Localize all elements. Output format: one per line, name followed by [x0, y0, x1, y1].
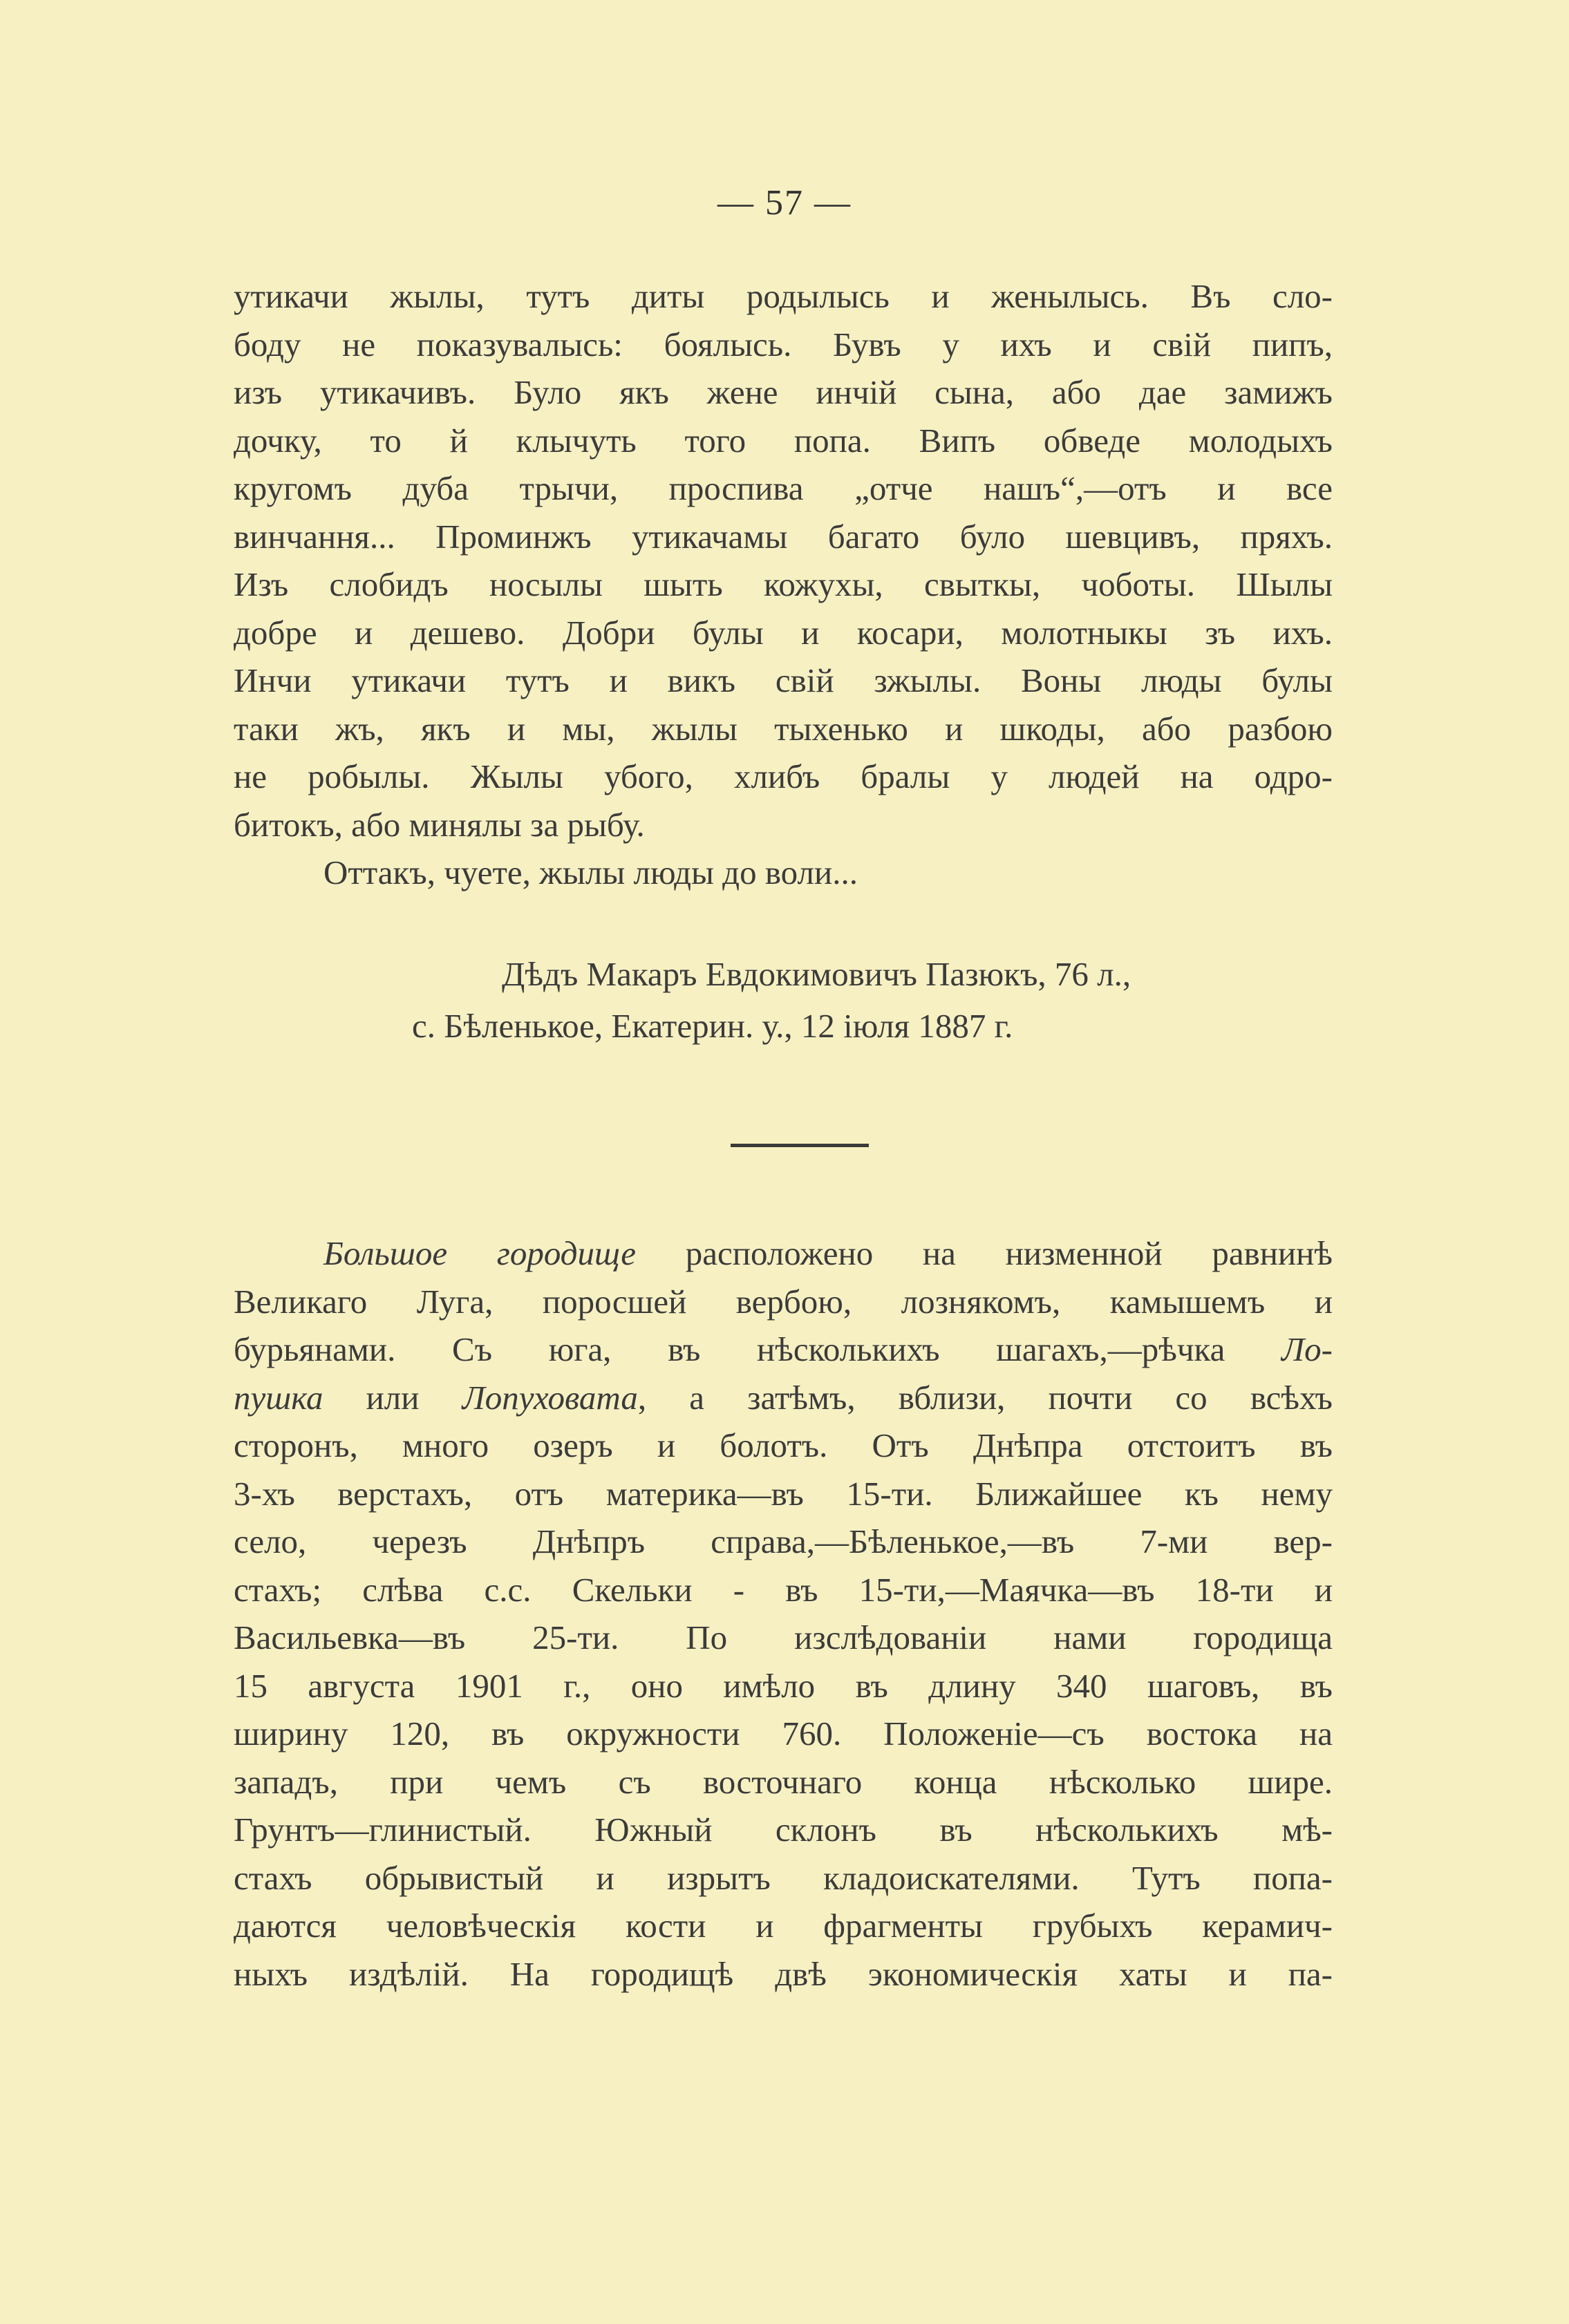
text-run: или	[323, 1378, 462, 1417]
text-run: бурьянами. Съ юга, въ нѣсколькихъ шагахъ,—рѣчка	[234, 1330, 1281, 1368]
text-line	[234, 1325, 1333, 1374]
section-divider	[731, 1144, 869, 1147]
text-line	[234, 1374, 1333, 1422]
text-run: расположено на низменной равнинѣ	[636, 1234, 1333, 1272]
text-line: 15 августа 1901 г., оно имѣло въ длину 340 шаговъ, въ	[234, 1666, 1333, 1705]
italic-term: Большое городище	[323, 1234, 637, 1272]
text-line: битокъ, або минялы за рыбу.	[234, 805, 645, 844]
text-line: стахъ обрывистый и изрытъ кладоискателями. Тутъ попа-	[234, 1858, 1333, 1897]
text-line: Васильевка—въ 25-ти. По изслѣдованіи нами городища	[234, 1618, 1333, 1656]
paragraph-gorodische-description	[234, 1229, 1333, 1998]
text-line: дочку, то й клычуть того попа. Випъ обведе молодыхъ	[234, 421, 1333, 460]
text-line: не робылы. Жылы убого, хлибъ бралы у людей на одро-	[234, 757, 1333, 795]
text-line: сторонъ, много озеръ и болотъ. Отъ Днѣпра отстоитъ въ	[234, 1426, 1333, 1464]
text-line: таки жъ, якъ и мы, жылы тыхенько и шкоды, або разбою	[234, 709, 1333, 748]
text-line: боду не показувалысь: боялысь. Бувъ у ихъ и свій пипъ,	[234, 325, 1333, 363]
text-line: винчання... Проминжъ утикачамы багато було шевцивъ, пряхъ.	[234, 517, 1333, 556]
signature-line-name: Дѣдъ Макаръ Евдокимовичъ Пазюкъ, 76 л.,	[502, 955, 1131, 993]
italic-term: Лопуховата	[462, 1378, 638, 1417]
signature-line-place-date: с. Бѣленькое, Екатерин. у., 12 іюля 1887 г.	[412, 1007, 1013, 1045]
text-line: Великаго Луга, поросшей вербою, лознякомъ, камышемъ и	[234, 1282, 1333, 1321]
text-line: Инчи утикачи тутъ и викъ свій зжылы. Воны люды булы	[234, 661, 1333, 699]
text-line: Изъ слобидъ носылы шыть кожухы, свыткы, чоботы. Шылы	[234, 565, 1333, 603]
text-line: даются человѣческія кости и фрагменты грубыхъ керамич-	[234, 1907, 1333, 1945]
text-run: , а затѣмъ, вблизи, почти со всѣхъ	[637, 1378, 1333, 1417]
text-line: западъ, при чемъ съ восточнаго конца нѣсколько шире.	[234, 1762, 1333, 1801]
text-line: 3-хъ верстахъ, отъ материка—въ 15-ти. Ближайшее къ нему	[234, 1474, 1333, 1513]
informant-signature	[234, 948, 1333, 1052]
text-line	[234, 1229, 1333, 1278]
page-number: — 57 —	[717, 183, 852, 223]
text-line: добре и дешево. Добри булы и косари, молотныкы зъ ихъ.	[234, 613, 1333, 652]
text-line: утикачи жылы, тутъ диты родылысь и женылысь. Въ сло-	[234, 277, 1333, 315]
paragraph-dialect-text	[234, 272, 1333, 897]
italic-term: пушка	[234, 1378, 323, 1417]
text-line: кругомъ дуба трычи, проспива „отче нашъ“,—отъ и все	[234, 469, 1333, 507]
text-line: стахъ; слѣва с.с. Скельки - въ 15-ти,—Маячка—въ 18-ти и	[234, 1570, 1333, 1609]
text-line: изъ утикачивъ. Було якъ жене инчій сына, або дае замижъ	[234, 373, 1333, 411]
text-line: Грунтъ—глинистый. Южный склонъ въ нѣсколькихъ мѣ-	[234, 1811, 1333, 1849]
text-line: ныхъ издѣлій. На городищѣ двѣ экономическія хаты и па-	[234, 1954, 1333, 1993]
italic-term: Ло-	[1281, 1330, 1333, 1368]
text-line: село, черезъ Днѣпръ справа,—Бѣленькое,—въ 7-ми вер-	[234, 1522, 1333, 1560]
closing-line: Оттакъ, чуете, жылы люды до воли...	[323, 853, 858, 891]
text-line: ширину 120, въ окружности 760. Положеніе—съ востока на	[234, 1714, 1333, 1753]
